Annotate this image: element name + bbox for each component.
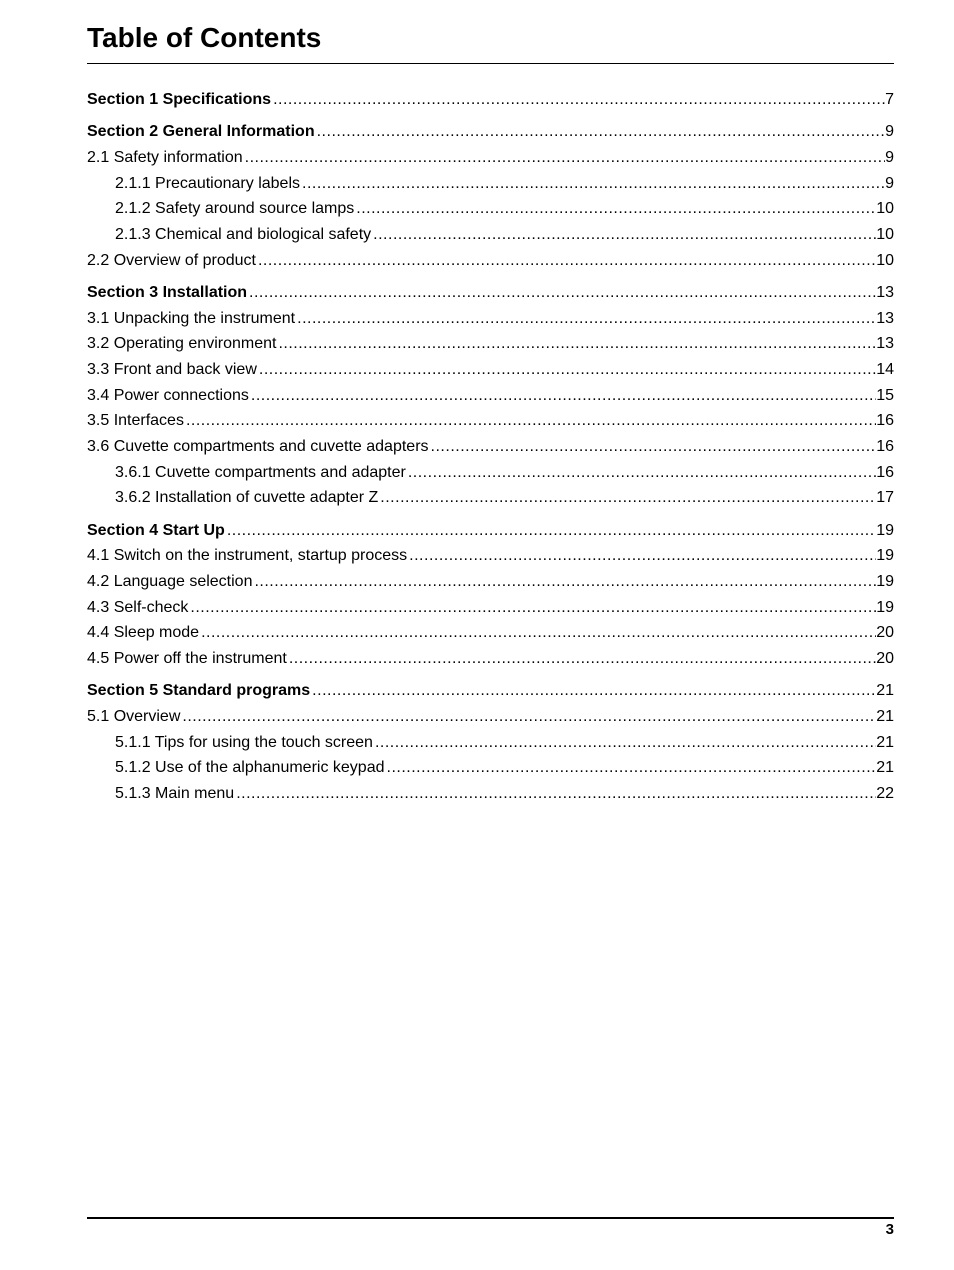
dot-leader — [300, 171, 885, 197]
toc-entry-label: 2.1.1 Precautionary labels — [115, 174, 300, 192]
dot-leader — [234, 781, 876, 807]
toc-entry-label: Section 4 Start Up — [87, 521, 225, 539]
toc-entry-label: Section 5 Standard programs — [87, 682, 311, 700]
toc-entry[interactable] — [87, 145, 894, 171]
dot-leader — [429, 434, 877, 460]
toc-entry[interactable] — [87, 646, 894, 672]
toc-entry-label: 3.3 Front and back view — [87, 360, 257, 378]
toc-entry-page: 19 — [876, 572, 894, 590]
dot-leader — [225, 518, 876, 544]
dot-leader — [406, 460, 876, 486]
toc-entry-label: 4.3 Self-check — [87, 598, 189, 616]
toc-entry-label: 3.6.1 Cuvette compartments and adapter — [115, 463, 406, 481]
toc-entry-page: 21 — [876, 733, 894, 751]
dot-leader — [257, 357, 876, 383]
toc-entry[interactable] — [87, 408, 894, 434]
dot-leader — [256, 248, 876, 274]
dot-leader — [373, 730, 876, 756]
toc-entry[interactable] — [87, 569, 894, 595]
toc-entry-page: 16 — [876, 412, 894, 430]
toc-entry-label: 3.6.2 Installation of cuvette adapter Z — [115, 489, 379, 507]
toc-entry[interactable] — [87, 730, 894, 756]
dot-leader — [249, 383, 876, 409]
toc-entry[interactable] — [87, 460, 894, 486]
toc-entry-page: 9 — [885, 148, 894, 166]
toc-entry-page: 7 — [885, 91, 894, 108]
toc-entry-label: Section 2 General Information — [87, 123, 315, 141]
toc-entry[interactable] — [87, 383, 894, 409]
dot-leader — [287, 646, 876, 672]
toc-entry[interactable] — [87, 171, 894, 197]
dot-leader — [180, 704, 876, 730]
toc-section-entry[interactable] — [87, 678, 894, 704]
toc-entry-label: 3.2 Operating environment — [87, 335, 277, 353]
dot-leader — [247, 280, 876, 306]
toc-section-entry[interactable] — [87, 87, 894, 113]
toc-entry-label: 5.1.3 Main menu — [115, 784, 235, 802]
dot-leader — [252, 569, 876, 595]
toc-entry-label: Section 1 Specifications — [87, 91, 272, 108]
toc-entry-page: 19 — [876, 547, 894, 565]
toc-entry[interactable] — [87, 357, 894, 383]
toc-entry[interactable] — [87, 543, 894, 569]
toc-entry[interactable] — [87, 704, 894, 730]
toc-entry-label: 4.2 Language selection — [87, 572, 253, 590]
toc-entry[interactable] — [87, 196, 894, 222]
toc-entry-page: 10 — [876, 200, 894, 218]
dot-leader — [243, 145, 885, 171]
toc-entry[interactable] — [87, 434, 894, 460]
toc-entry[interactable] — [87, 248, 894, 274]
dot-leader — [371, 222, 876, 248]
toc-entry-page: 22 — [876, 784, 894, 802]
toc-entry[interactable] — [87, 781, 894, 807]
page-number: 3 — [885, 1221, 894, 1238]
toc-entry-page: 10 — [876, 225, 894, 243]
toc-entry-page: 21 — [876, 682, 894, 700]
toc-entry[interactable] — [87, 222, 894, 248]
toc-list — [87, 87, 894, 807]
dot-leader — [184, 408, 876, 434]
page-title: Table of Contents — [87, 22, 322, 53]
toc-entry-page: 10 — [876, 251, 894, 269]
toc-entry-label: 3.4 Power connections — [87, 386, 249, 404]
toc-entry-page: 9 — [885, 123, 894, 141]
toc-section-entry[interactable] — [87, 119, 894, 145]
toc-entry-label: 2.1 Safety information — [87, 148, 243, 166]
dot-leader — [310, 678, 876, 704]
toc-entry-label: 2.1.2 Safety around source lamps — [115, 200, 355, 218]
toc-entry-page: 15 — [876, 386, 894, 404]
dot-leader — [385, 755, 877, 781]
dot-leader — [276, 331, 876, 357]
toc-entry-label: 5.1 Overview — [87, 707, 181, 725]
toc-entry[interactable] — [87, 485, 894, 511]
dot-leader — [199, 620, 876, 646]
toc-entry-page: 16 — [876, 463, 894, 481]
dot-leader — [407, 543, 876, 569]
dot-leader — [188, 595, 876, 621]
toc-entry-label: 3.1 Unpacking the instrument — [87, 309, 296, 327]
dot-leader — [271, 87, 885, 113]
title-divider — [87, 63, 894, 64]
dot-leader — [354, 196, 876, 222]
toc-entry[interactable] — [87, 620, 894, 646]
toc-entry-page: 9 — [885, 174, 894, 192]
toc-entry-page: 21 — [876, 759, 894, 777]
toc-entry-page: 20 — [876, 649, 894, 667]
toc-entry-page: 17 — [876, 489, 894, 507]
toc-entry-label: 4.5 Power off the instrument — [87, 649, 287, 667]
footer-divider — [87, 1217, 894, 1219]
toc-entry-label: 2.2 Overview of product — [87, 251, 256, 269]
toc-entry-label: 3.5 Interfaces — [87, 412, 184, 430]
toc-entry-label: 4.1 Switch on the instrument, startup process — [87, 547, 408, 565]
toc-entry-page: 19 — [876, 521, 894, 539]
toc-entry-page: 13 — [876, 335, 894, 353]
toc-entry-page: 13 — [876, 309, 894, 327]
dot-leader — [295, 306, 876, 332]
toc-entry[interactable] — [87, 331, 894, 357]
toc-entry-label: Section 3 Installation — [87, 283, 248, 301]
dot-leader — [378, 485, 876, 511]
toc-entry-label: 5.1.2 Use of the alphanumeric keypad — [115, 759, 385, 777]
toc-entry-page: 14 — [876, 360, 894, 378]
toc-entry-page: 20 — [876, 624, 894, 642]
toc-entry[interactable] — [87, 755, 894, 781]
toc-entry-label: 5.1.1 Tips for using the touch screen — [115, 733, 373, 751]
toc-entry[interactable] — [87, 306, 894, 332]
toc-entry-page: 13 — [876, 283, 894, 301]
toc-entry-label: 4.4 Sleep mode — [87, 624, 200, 642]
toc-entry-page: 19 — [876, 598, 894, 616]
dot-leader — [315, 119, 885, 145]
toc-entry-page: 16 — [876, 437, 894, 455]
toc-entry-label: 2.1.3 Chemical and biological safety — [115, 225, 372, 243]
toc-entry-label: 3.6 Cuvette compartments and cuvette adapters — [87, 437, 429, 455]
toc-section-entry[interactable] — [87, 518, 894, 544]
toc-entry[interactable] — [87, 595, 894, 621]
toc-entry-page: 21 — [876, 707, 894, 725]
toc-section-entry[interactable] — [87, 280, 894, 306]
